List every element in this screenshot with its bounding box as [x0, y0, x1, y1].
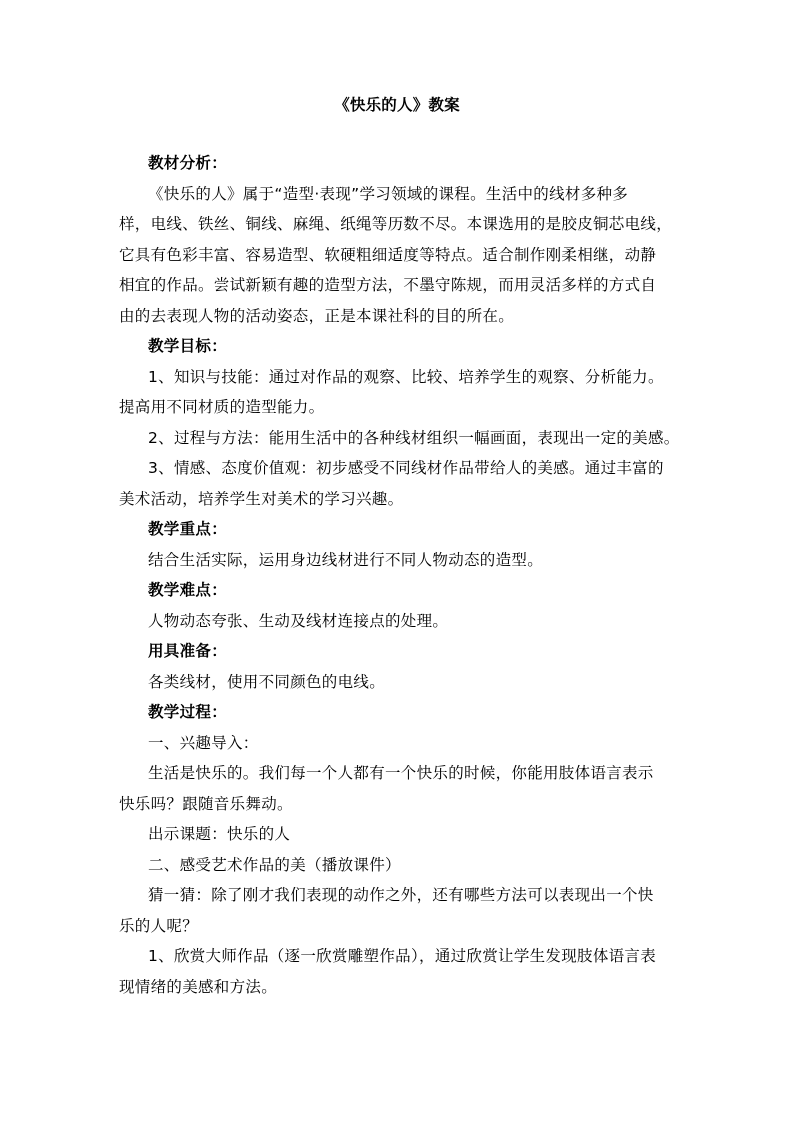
section-heading: 教学难点： [148, 581, 228, 599]
paragraph-line: 由的去表现人物的活动姿态，正是本课社科的目的所在。 [119, 306, 515, 325]
paragraph-line: 现情绪的美感和方法。 [119, 977, 278, 996]
paragraph-line: 相宜的作品。尝试新颖有趣的造型方法，不墨守陈规，而用灵活多样的方式自 [119, 276, 657, 294]
paragraph-line: 样，电线、铁丝、铜线、麻绳、纸绳等历数不尽。本课选用的是胶皮铜芯电线， [119, 215, 673, 233]
paragraph-line: 2、过程与方法：能用生活中的各种线材组织一幅画面，表现出一定的美感。 [148, 428, 680, 447]
paragraph-line: 美术活动，培养学生对美术的学习兴趣。 [119, 489, 404, 508]
paragraph-line: 各类线材，使用不同颜色的电线。 [148, 672, 386, 691]
section-heading: 教材分析： [148, 154, 228, 172]
paragraph-line: 《快乐的人》属于“造型·表现”学习领域的课程。生活中的线材多种多 [148, 184, 629, 203]
section-heading: 教学过程： [148, 703, 228, 721]
paragraph-line: 提高用不同材质的造型能力。 [119, 398, 325, 416]
section-heading: 教学目标： [148, 337, 228, 355]
paragraph-line: 快乐吗？跟随音乐舞动。 [119, 794, 293, 813]
paragraph-line: 结合生活实际，运用身边线材进行不同人物动态的造型。 [148, 550, 544, 569]
paragraph-line: 一、兴趣导入： [148, 733, 259, 752]
paragraph-line: 1、欣赏大师作品（逐一欣赏雕塑作品），通过欣赏让学生发现肢体语言表 [148, 947, 657, 965]
paragraph-line: 二、感受艺术作品的美（播放课件） [148, 855, 401, 874]
document-body [119, 148, 687, 1002]
paragraph-line: 人物动态夸张、生动及线材连接点的处理。 [148, 611, 449, 630]
paragraph-line: 它具有色彩丰富、容易造型、软硬粗细适度等特点。适合制作刚柔相继，动静 [119, 245, 657, 264]
paragraph-line: 1、知识与技能：通过对作品的观察、比较、培养学生的观察、分析能力。 [148, 367, 664, 386]
paragraph-line: 猜一猜：除了刚才我们表现的动作之外，还有哪些方法可以表现出一个快 [148, 886, 654, 904]
document-title: 《快乐的人》教案 [334, 96, 460, 114]
section-heading: 教学重点： [148, 520, 228, 538]
paragraph-line: 生活是快乐的。我们每一个人都有一个快乐的时候，你能用肢体语言表示 [148, 764, 654, 782]
section-heading: 用具准备： [148, 642, 228, 660]
paragraph-line: 3、情感、态度价值观：初步感受不同线材作品带给人的美感。通过丰富的 [148, 459, 664, 477]
paragraph-line: 出示课题：快乐的人 [148, 825, 291, 843]
paragraph-line: 乐的人呢？ [119, 916, 199, 935]
